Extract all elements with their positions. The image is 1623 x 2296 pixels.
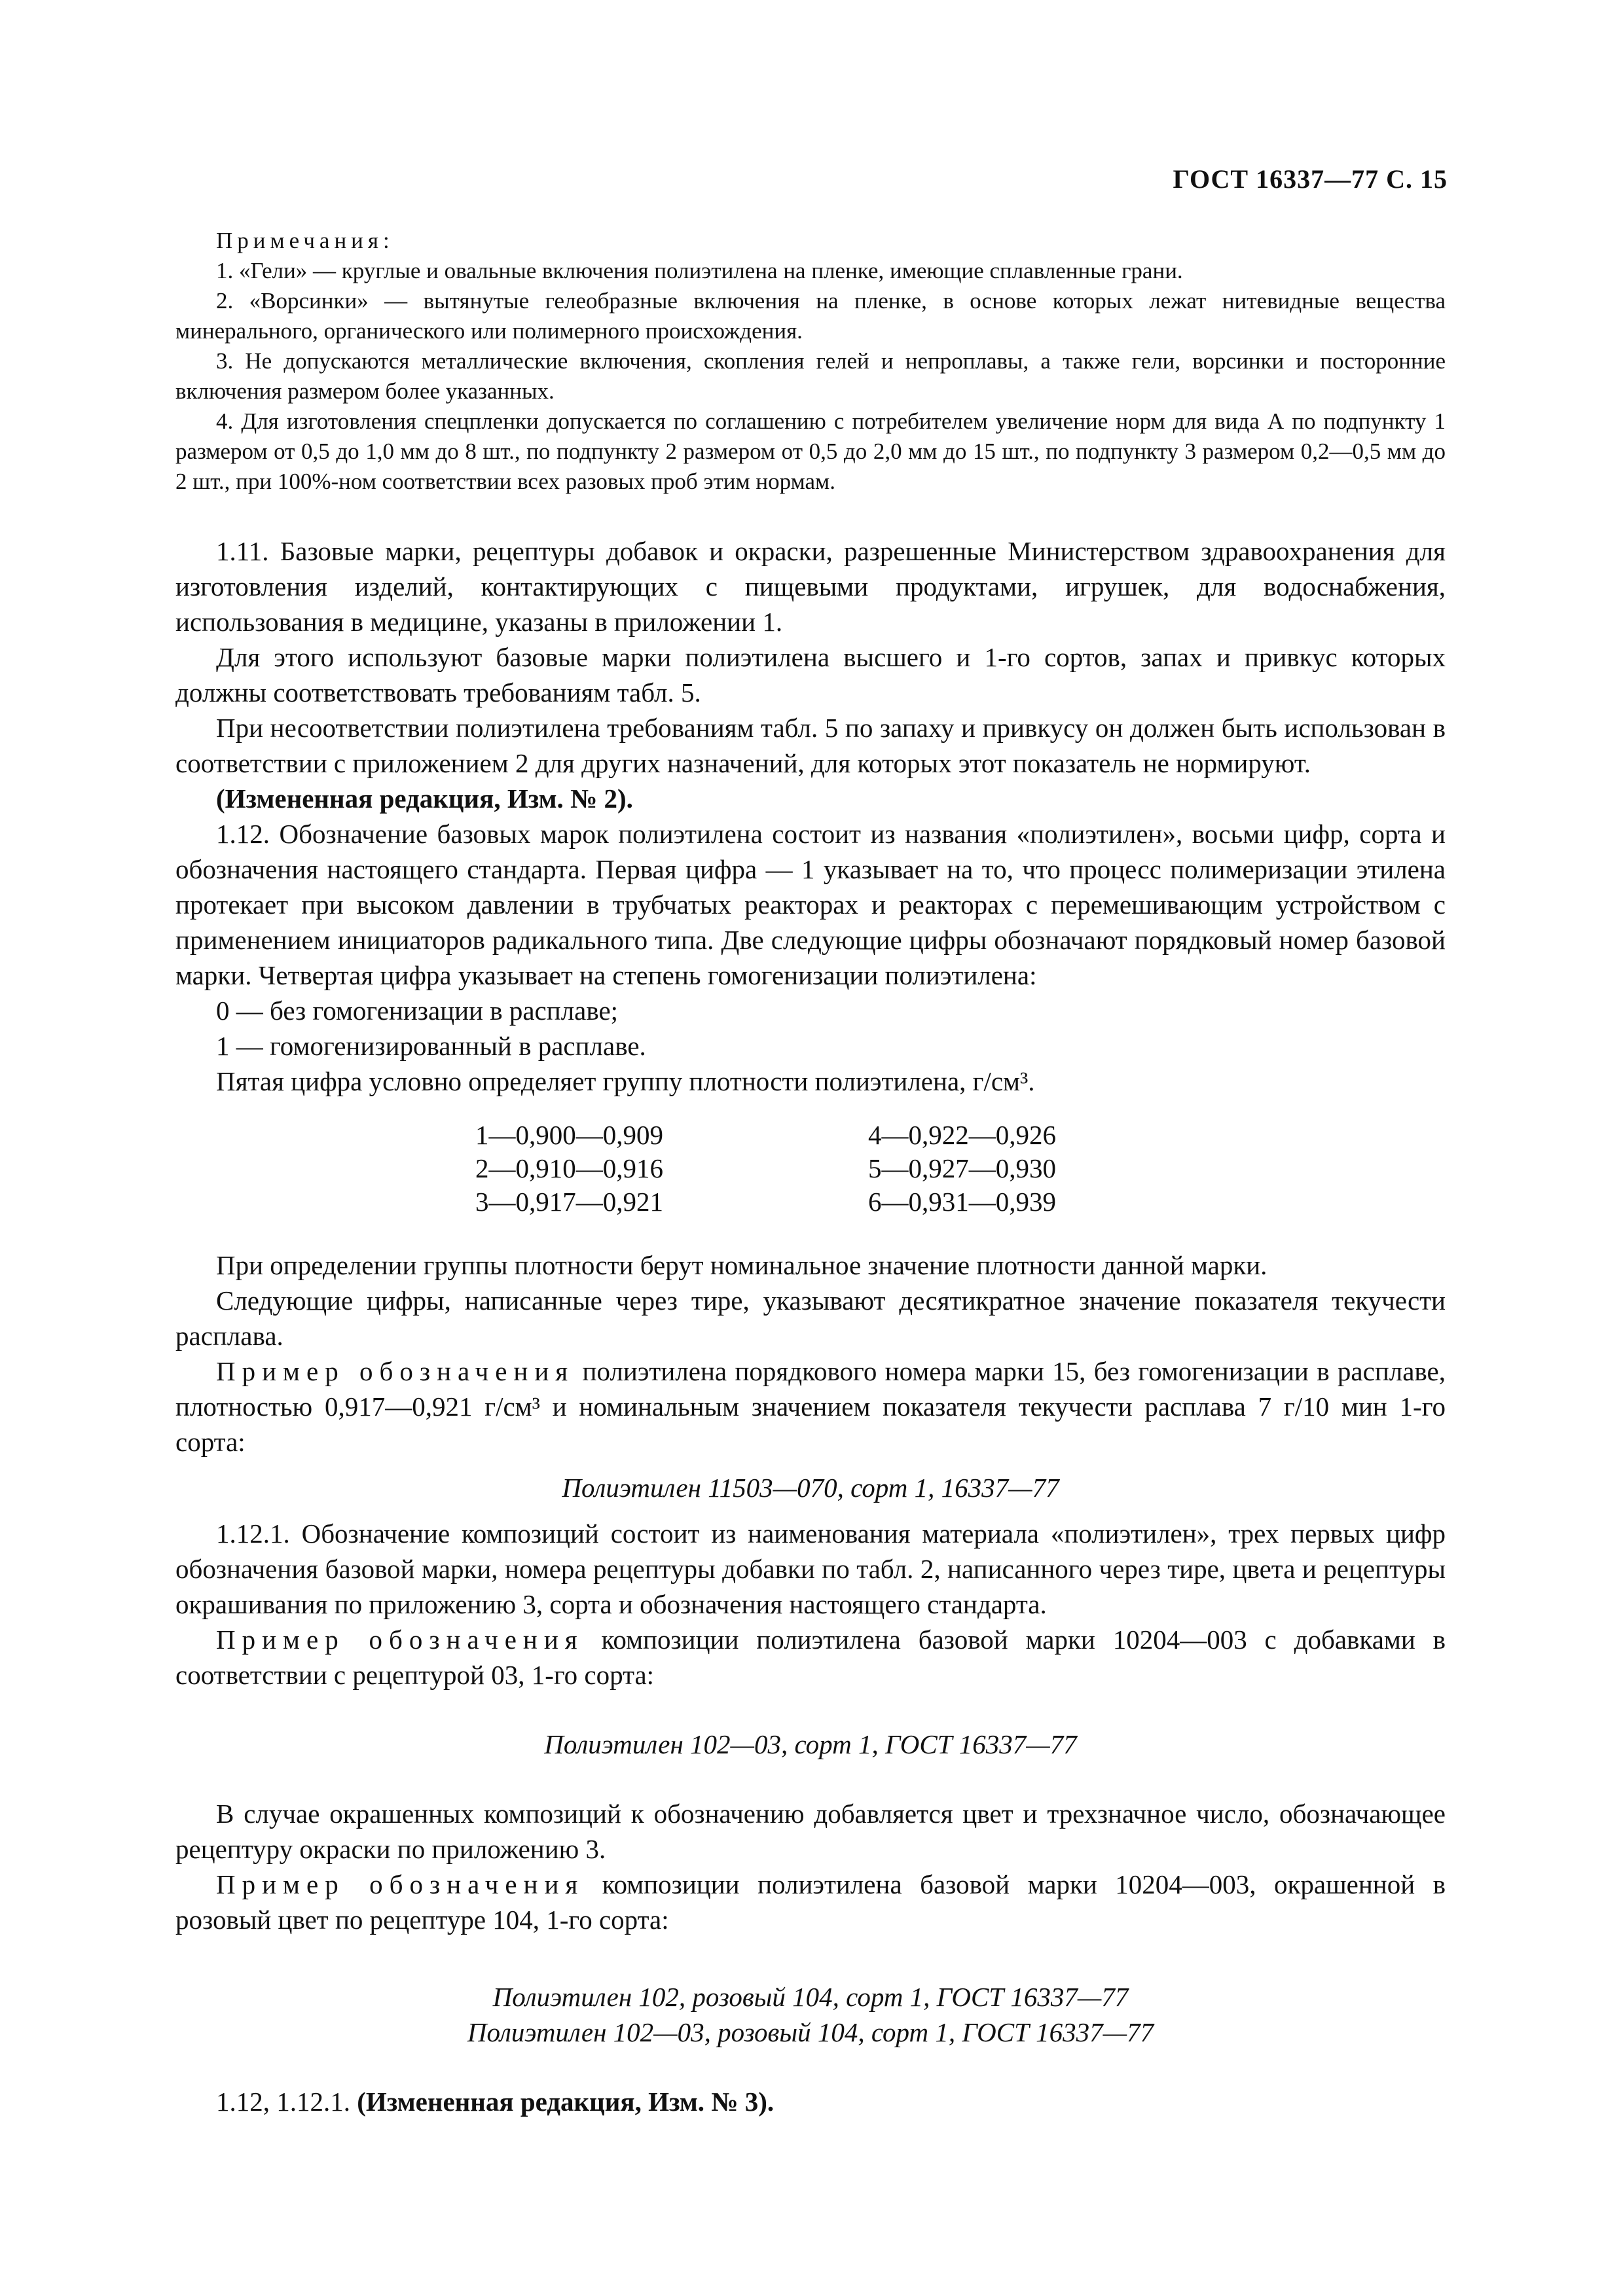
density-group: 6—0,931—0,939 — [868, 1187, 1056, 1217]
density-group: 2—0,910—0,916 — [475, 1153, 663, 1183]
density-group: 5—0,927—0,930 — [868, 1153, 1056, 1183]
density-group: 1—0,900—0,909 — [475, 1120, 663, 1150]
notes-section — [175, 226, 1446, 497]
homogenization-option: 1 — гомогенизированный в расплаве. — [216, 1031, 646, 1061]
example-label: Пример обозначения — [216, 1869, 585, 1899]
example-text: композиции полиэтилена базовой марки 10204—003, окрашенной в розовый цвет по рецептуре 104, 1-го сорта: — [175, 1869, 1446, 1935]
example-text: композиции полиэтилена базовой марки 10204—003 с добавками в соответствии с рецептурой 03, 1-го сорта: — [175, 1624, 1446, 1690]
paragraph: При несоответствии полиэтилена требованиям табл. 5 по запаху и привкусу он должен быть использован в соответствии с приложением 2 для других назначений, для которых этот показатель не нормируют. — [175, 713, 1446, 778]
designation-example: Полиэтилен 102—03, розовый 104, сорт 1, ГОСТ 16337—77 — [467, 2017, 1154, 2047]
designation-example: Полиэтилен 102—03, сорт 1, ГОСТ 16337—77 — [544, 1729, 1077, 1759]
density-group: 3—0,917—0,921 — [475, 1187, 663, 1217]
paragraph: Следующие цифры, написанные через тире, указывают десятикратное значение показателя текучести расплава. — [175, 1285, 1446, 1351]
density-column-right — [868, 1119, 1261, 1219]
paragraph-1-12: 1.12. Обозначение базовых марок полиэтилена состоит из названия «полиэтилен», восьми цифр, сорта и обозначения настоящего стандарта. Первая цифра — 1 указывает на то, что процесс полимеризации этилена протекает при высоком давлении в трубчатых реакторах и реакторах с перемешивающим устройством с применением инициаторов радикального типа. Две следующие цифры обозначают порядковый номер базовой марки. Четвертая цифра указывает на степень гомогенизации полиэтилена: — [175, 819, 1446, 990]
clause-reference: 1.12, 1.12.1. — [216, 2087, 357, 2117]
designation-example: Полиэтилен 102, розовый 104, сорт 1, ГОСТ 16337—77 — [492, 1982, 1129, 2012]
example-paragraph — [175, 1354, 1446, 1460]
paragraph: Для этого используют базовые марки полиэтилена высшего и 1-го сортов, запах и привкус которых должны соответствовать требованиям табл. 5. — [175, 642, 1446, 708]
note-item: 1. «Гели» — круглые и овальные включения полиэтилена на пленке, имеющие сплавленные грани. — [216, 258, 1183, 283]
paragraph: Пятая цифра условно определяет группу плотности полиэтилена, г/см³. — [216, 1066, 1035, 1096]
amendment-text: (Измененная редакция, Изм. № 3). — [357, 2087, 775, 2117]
main-text — [175, 533, 1446, 2119]
paragraph-1-11: 1.11. Базовые марки, рецептуры добавок и окраски, разрешенные Министерством здравоохранения для изготовления изделий, контактирующих с пищевыми продуктами, игрушек, для водоснабжения, использования в медицине, указаны в приложении 1. — [175, 536, 1446, 637]
page-header: ГОСТ 16337—77 С. 15 — [1173, 164, 1448, 194]
notes-title: Примечания: — [216, 228, 394, 253]
density-column-left — [475, 1119, 868, 1219]
example-label: Пример обозначения — [216, 1356, 575, 1386]
note-item: 4. Для изготовления спецпленки допускается по соглашению с потребителем увеличение норм для вида А по подпункту 1 размером от 0,5 до 1,0 мм до 8 шт., по подпункту 2 размером от 0,5 до 2,0 мм до 15 шт., по подпункту 3 размером 0,2—0,5 мм до 2 шт., при 100%-ном соответствии всех разовых проб этим нормам. — [175, 408, 1446, 494]
homogenization-option: 0 — без гомогенизации в расплаве; — [216, 996, 619, 1026]
density-group: 4—0,922—0,926 — [868, 1120, 1056, 1150]
example-paragraph — [175, 1867, 1446, 1937]
example-text: полиэтилена порядкового номера марки 15, без гомогенизации в расплаве, плотностью 0,917—0,921 г/см³ и номинальным значением показателя текучести расплава 7 г/10 мин 1-го сорта: — [175, 1356, 1446, 1457]
designation-example: Полиэтилен 11503—070, сорт 1, 16337—77 — [562, 1473, 1059, 1503]
paragraph: При определении группы плотности берут номинальное значение плотности данной марки. — [216, 1250, 1267, 1280]
example-paragraph — [175, 1622, 1446, 1693]
density-groups — [175, 1119, 1446, 1219]
note-item: 3. Не допускаются металлические включения, скопления гелей и непроплавы, а также гели, ворсинки и посторонние включения размером более указанных. — [175, 348, 1446, 404]
example-label: Пример обозначения — [216, 1624, 584, 1655]
note-item: 2. «Ворсинки» — вытянутые гелеобразные включения на пленке, в основе которых лежат нитевидные вещества минерального, органического или полимерного происхождения. — [175, 288, 1446, 344]
paragraph: В случае окрашенных композиций к обозначению добавляется цвет и трехзначное число, обозначающее рецептуру окраски по приложению 3. — [175, 1799, 1446, 1864]
amendment-note-3 — [175, 2084, 1446, 2119]
amendment-note-2: (Измененная редакция, Изм. № 2). — [216, 783, 633, 814]
paragraph-1-12-1: 1.12.1. Обозначение композиций состоит из наименования материала «полиэтилен», трех первых цифр обозначения базовой марки, номера рецептуры добавки по табл. 2, написанного через тире, цвета и рецептуры окрашивания по приложению 3, сорта и обозначения настоящего стандарта. — [175, 1518, 1446, 1619]
